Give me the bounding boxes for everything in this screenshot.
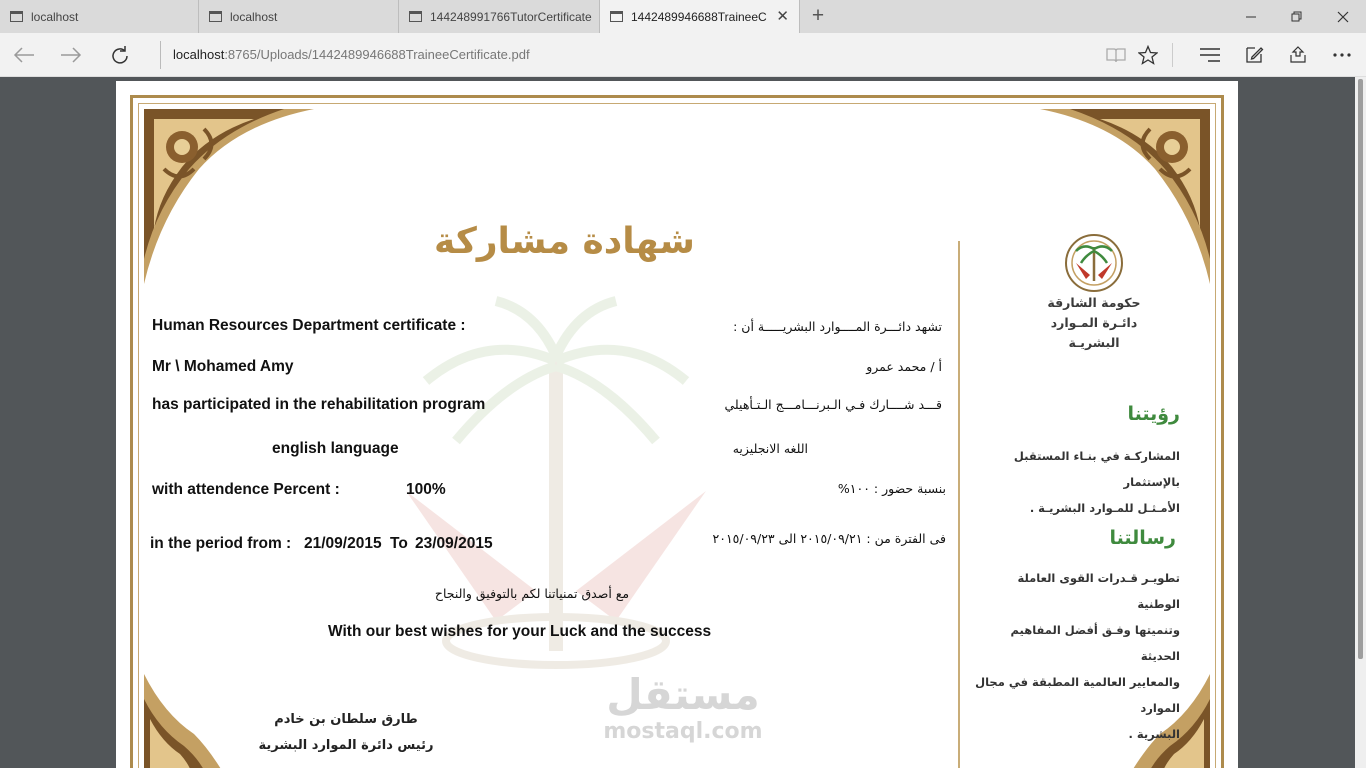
signatory-name: طارق سلطان بن خادم — [274, 712, 418, 727]
tab-localhost-2[interactable] — [199, 0, 399, 33]
vision-line: المشاركـة في بنـاء المستقبل بالإستثمار — [1013, 449, 1180, 489]
wishes-ar: مع أصدق تمنياتنا لكم بالتوفيق والنجاح — [434, 586, 630, 601]
program-name-en: english language — [272, 440, 399, 457]
trainee-name-en: Mr \ Mohamed Amy — [152, 358, 294, 375]
page-icon — [610, 11, 623, 22]
refresh-icon — [110, 45, 130, 65]
restore-button[interactable] — [1274, 0, 1320, 33]
tab-title: localhost — [31, 9, 79, 24]
site-watermark-en: mostaql.com — [603, 719, 763, 744]
mission-text — [974, 565, 1180, 747]
ornament-corner-bottom-left-icon — [144, 674, 224, 768]
dept-certificate-ar: تشهد دائـــرة المــــوارد البشريـــــة أن : — [733, 319, 942, 334]
gov-dept: دائـرة المـوارد البشريـة — [1050, 315, 1138, 350]
tab-title: localhost — [230, 9, 278, 24]
ornament-corner-top-left-icon — [144, 109, 314, 284]
close-icon — [1337, 11, 1349, 23]
address-bar[interactable] — [160, 41, 1080, 69]
url-host: localhost — [173, 47, 225, 62]
url-path: :8765/Uploads/1442489946688TraineeCertificate.pdf — [224, 47, 530, 62]
attendance-ar: بنسبة حضور : ١٠٠% — [837, 481, 946, 496]
share-icon — [1288, 45, 1308, 65]
page-icon — [409, 11, 422, 22]
new-tab-button[interactable]: + — [811, 4, 825, 27]
navigation-bar — [0, 33, 1366, 77]
vertical-scrollbar[interactable] — [1355, 77, 1366, 768]
wishes-en: With our best wishes for your Luck and the success — [328, 623, 712, 640]
mission-title: رسالتنا — [1109, 527, 1176, 549]
hub-button[interactable] — [1194, 39, 1226, 71]
period-label-en: in the period from : — [150, 535, 292, 552]
star-icon — [1138, 45, 1158, 65]
mission-line: وتنميتها وفـق أفضل المفاهيم الحديثة — [1010, 623, 1180, 663]
column-divider — [958, 241, 960, 768]
reading-view-button[interactable] — [1100, 39, 1132, 71]
tab-bar — [0, 0, 1366, 33]
close-tab-icon[interactable]: ✕ — [776, 8, 789, 25]
participation-text-ar: قـــد شــــارك فـي الـبرنـــامـــج الـتـأهيلي — [724, 397, 942, 412]
back-button[interactable] — [8, 39, 40, 71]
forward-button[interactable] — [55, 39, 87, 71]
tab-trainee-certificate[interactable] — [600, 0, 800, 33]
more-button[interactable] — [1326, 39, 1358, 71]
attendance-value-en: 100% — [406, 481, 446, 498]
tab-localhost-1[interactable] — [0, 0, 199, 33]
page-icon — [209, 11, 222, 22]
certificate-title: شهادة مشاركة — [434, 221, 695, 262]
sharjah-emblem-icon — [1064, 233, 1124, 293]
favorite-button[interactable] — [1132, 39, 1164, 71]
book-icon — [1105, 46, 1127, 64]
tab-title: 1442489917​66TutorCertificate — [430, 9, 592, 24]
restore-icon — [1291, 11, 1303, 23]
certificate-page — [116, 81, 1238, 768]
share-button[interactable] — [1282, 39, 1314, 71]
attendance-label-en: with attendence Percent : — [152, 481, 340, 498]
mission-line: والمعايير العالمية المطبقة في مجال الموارد — [975, 675, 1180, 715]
date-from-en: 21/09/2015 — [304, 535, 382, 552]
close-window-button[interactable] — [1320, 0, 1366, 33]
web-note-button[interactable] — [1238, 39, 1270, 71]
pdf-viewer — [0, 77, 1366, 768]
government-label — [1024, 293, 1164, 353]
vision-line: الأمـثـل للمـوارد البشريـة . — [1029, 501, 1180, 515]
minimize-icon — [1245, 11, 1257, 23]
scrollbar-thumb[interactable] — [1358, 79, 1363, 659]
minimize-button[interactable] — [1228, 0, 1274, 33]
signature-block — [256, 707, 436, 759]
vision-title: رؤيتنا — [1127, 403, 1180, 425]
site-watermark-ar: مستقل — [606, 670, 760, 719]
hub-icon — [1199, 47, 1221, 63]
period-ar: فى الفترة من : ٢٠١٥/٠٩/٢١ الى ٢٠١٥/٠٩/٢٣ — [712, 531, 946, 546]
program-name-ar: اللغه الانجليزيه — [732, 441, 808, 456]
pen-icon — [1244, 45, 1264, 65]
back-arrow-icon — [13, 47, 35, 63]
toolbar-separator — [1172, 43, 1173, 67]
to-label-en: To — [390, 535, 408, 552]
date-to-en: 23/09/2015 — [415, 535, 493, 552]
dept-certificate-en: Human Resources Department certificate : — [152, 317, 466, 334]
forward-arrow-icon — [60, 47, 82, 63]
page-icon — [10, 11, 23, 22]
trainee-name-ar: أ / محمد عمرو — [866, 359, 942, 374]
refresh-button[interactable] — [104, 39, 136, 71]
tab-title: 1442489946688TraineeC — [631, 9, 767, 24]
signatory-role: رئيس دائرة الموارد البشرية — [258, 738, 434, 753]
tab-tutor-certificate[interactable] — [399, 0, 600, 33]
more-icon — [1332, 52, 1352, 58]
mission-line: البشرية . — [1128, 727, 1180, 741]
vision-text — [974, 443, 1180, 521]
participation-text-en: has participated in the rehabilitation program — [152, 396, 486, 413]
site-watermark — [598, 671, 768, 745]
mission-line: تطويـر قـدرات القوى العاملة الوطنية — [1017, 571, 1180, 611]
gov-name: حكومة الشارقة — [1047, 295, 1141, 310]
